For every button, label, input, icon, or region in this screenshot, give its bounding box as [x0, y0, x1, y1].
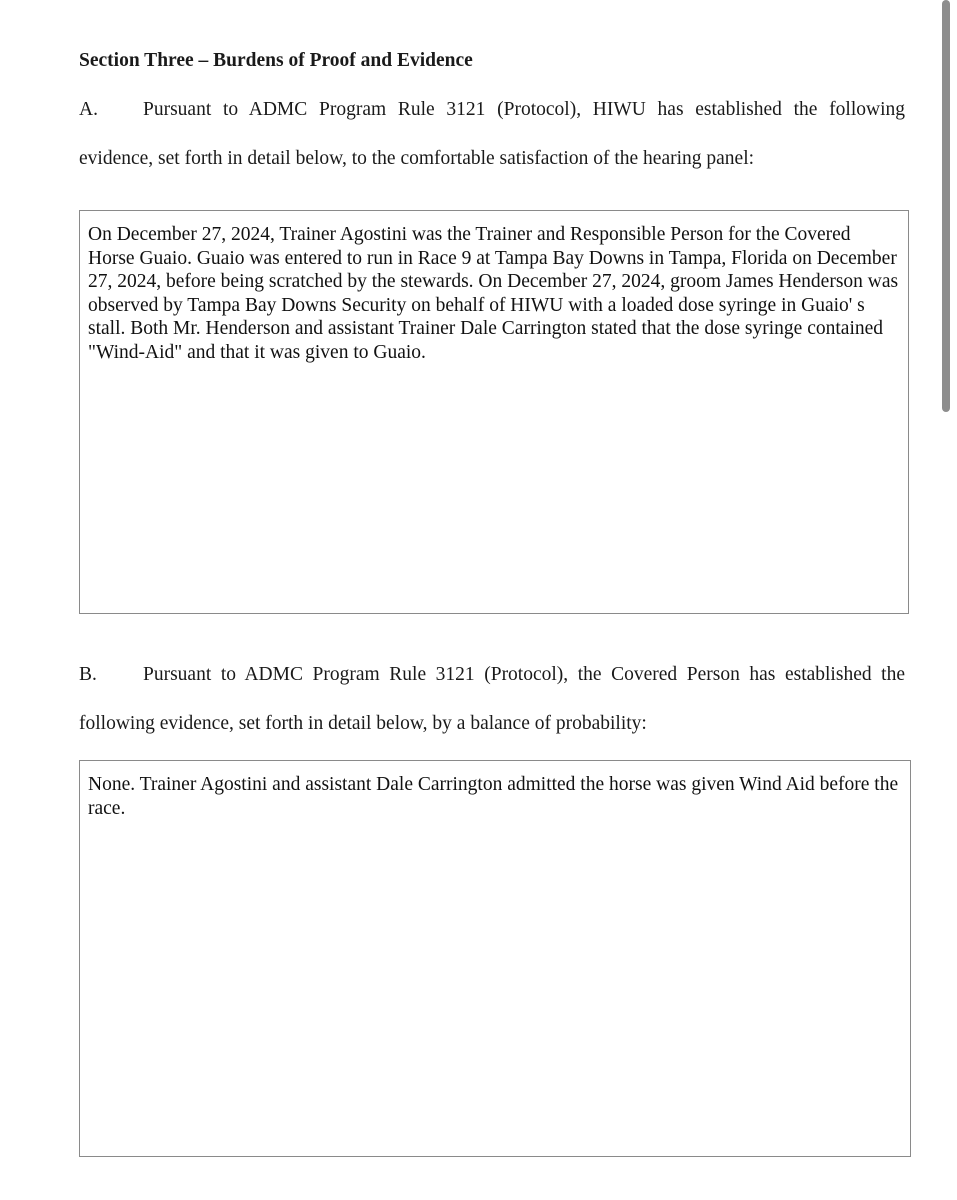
part-a-first-line: [79, 99, 905, 121]
part-b-line2: following evidence, set forth in detail below, by a balance of probability:: [79, 713, 647, 734]
part-a-letter: A.: [79, 99, 98, 120]
part-a-line2: evidence, set forth in detail below, to the comfortable satisfaction of the hearing panel:: [79, 148, 755, 169]
part-b-letter: B.: [79, 664, 97, 685]
part-b-line1: Pursuant to ADMC Program Rule 3121 (Protocol), the Covered Person has established the: [143, 664, 905, 685]
part-b-evidence-text: None. Trainer Agostini and assistant Dale Carrington admitted the horse was given Wind Aid before the race.: [88, 774, 899, 819]
section-heading: Section Three – Burdens of Proof and Evidence: [79, 50, 473, 71]
part-a-evidence-text: On December 27, 2024, Trainer Agostini was the Trainer and Responsible Person for the Covered Horse Guaio. Guaio was entered to run in Race 9 at Tampa Bay Downs in Tampa, Florida on December 27, 2024, before being scratched by the stewards. On December 27, 2024, groom James Henderson was observed by Tampa Bay Downs Security on behalf of HIWU with a loaded dose syringe in Guaio' s stall. Both Mr. Henderson and assistant Trainer Dale Carrington stated that the dose syringe contained "Wind-Aid" and that it was given to Guaio.: [88, 224, 899, 363]
vertical-scrollbar[interactable]: [942, 0, 950, 412]
part-a-evidence-box: [79, 210, 909, 614]
part-a-line1: Pursuant to ADMC Program Rule 3121 (Protocol), HIWU has established the following: [143, 99, 905, 120]
part-b-evidence-box: [79, 760, 911, 1157]
part-b-first-line: [79, 664, 905, 686]
